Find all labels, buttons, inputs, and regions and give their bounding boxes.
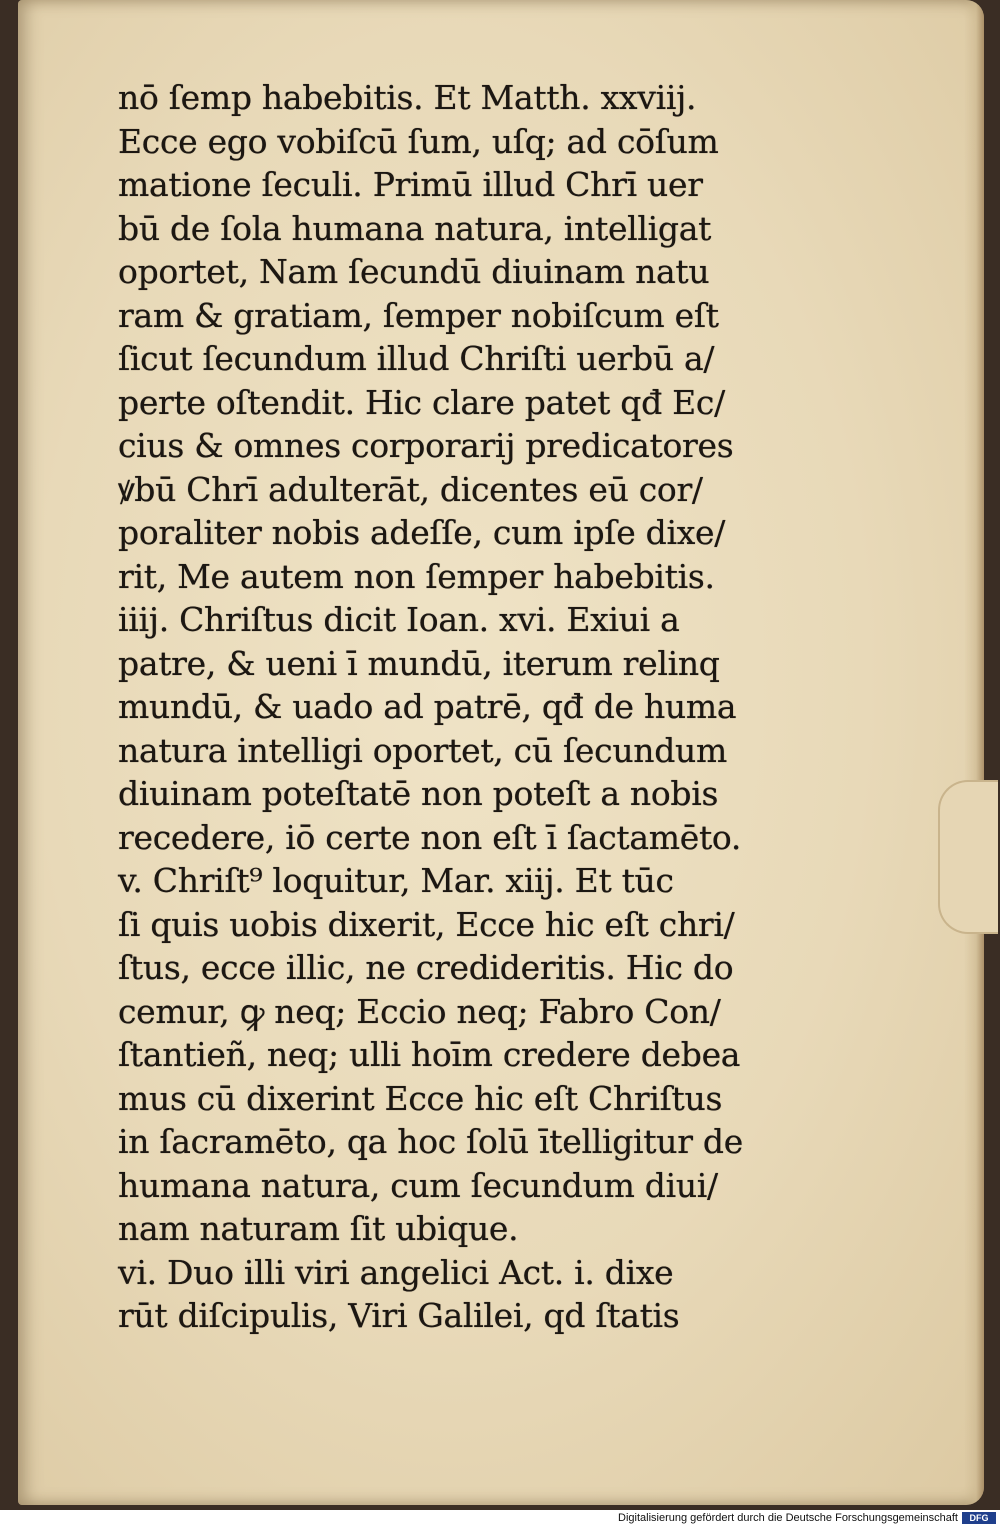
text-line: rūt diſcipulis, Viri Galilei, qd ſtatis	[118, 1296, 680, 1335]
text-line: in ſacramēto, qa hoc ſolū ītelligitur de	[118, 1122, 743, 1161]
text-line: ram & gratiam, ſemper nobiſcum eſt	[118, 295, 719, 335]
text-line: nō ſemp habebitis. Et Matth. xxviij.	[118, 78, 697, 117]
text-line: rit, Me autem non ſemper habebitis.	[118, 556, 715, 596]
text-line: cius & omnes corporarij predicatores	[118, 426, 734, 465]
text-line: vi. Duo illi viri angelici Act. i. dixe	[118, 1252, 674, 1292]
text-line: cemur, ꝙ neq; Eccio neq; Fabro Con/	[118, 991, 721, 1031]
text-line: bū de ſola humana natura, intelligat	[118, 208, 712, 248]
text-line: ꝟbū Chrī adulterāt, dicentes eū cor/	[118, 469, 703, 509]
text-line: oportet, Nam ſecundū diuinam natu	[118, 252, 710, 291]
text-line: v. Chriſt⁹ loquitur, Mar. xiij. Et tūc	[118, 861, 674, 900]
text-line: Ecce ego vobiſcū ſum, uſq; ad cōſum	[118, 121, 719, 161]
text-line: recedere, iō certe non eſt ī ſactamēto.	[118, 817, 742, 857]
text-line: ſtus, ecce illic, ne credideritis. Hic do	[118, 948, 734, 987]
text-line: patre, & ueni ī mundū, iterum relinq	[118, 643, 720, 683]
text-line: natura intelligi oportet, cū ſecundum	[118, 730, 728, 770]
dfg-logo: DFG	[962, 1512, 996, 1524]
text-line: humana natura, cum ſecundum diui/	[118, 1165, 718, 1205]
page-text	[118, 76, 798, 1338]
text-line: iiij. Chriſtus dicit Ioan. xvi. Exiui a	[118, 600, 680, 639]
text-line: mus cū dixerint Ecce hic eſt Chriſtus	[118, 1078, 723, 1118]
text-line: mundū, & uado ad patrē, qđ de huma	[118, 687, 737, 726]
page-edge	[964, 0, 984, 1505]
text-line: poraliter nobis adeſſe, cum ipſe dixe/	[118, 513, 726, 552]
text-line: ſicut ſecundum illud Chriſti uerbū a/	[118, 339, 715, 378]
text-line: nam naturam ſit ubique.	[118, 1209, 519, 1248]
text-line: ſtantieñ, neq; ulli hoīm credere debea	[118, 1035, 741, 1074]
page-fold-tab	[938, 780, 998, 934]
text-line: ſi quis uobis dixerit, Ecce hic eſt chri/	[118, 904, 735, 944]
text-line: perte oſtendit. Hic clare patet qđ Ec/	[118, 382, 725, 422]
text-line: matione ſeculi. Primū illud Chrī uer	[118, 165, 703, 204]
text-line: diuinam poteſtatē non poteſt a nobis	[118, 774, 719, 813]
footer-credit: Digitalisierung gefördert durch die Deutsche Forschungsgemeinschaft	[618, 1512, 958, 1524]
